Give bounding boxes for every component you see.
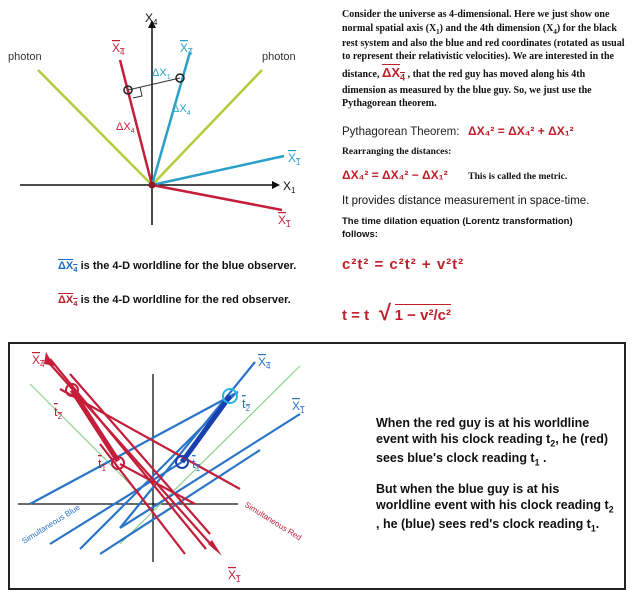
metric-equation: ΔX₄² = ΔX₄² − ΔX₁² — [342, 168, 448, 183]
red-x1-label: $X_1$ — [278, 213, 291, 229]
explanation-panel — [342, 8, 627, 327]
red-x1-axis — [152, 185, 282, 210]
simultaneity-explanation — [376, 415, 616, 547]
blue-observer-paragraph: But when the blue guy is at his worldline event with his clock reading $t_2$ , he (blue) sees red's clock reading $t_1$. — [376, 482, 614, 534]
blue-x1-axis — [152, 156, 284, 185]
simultaneous-red-label: Simultaneous Red — [242, 500, 304, 543]
lorentz-eq2-radicand: 1 − v²/c² — [395, 304, 451, 324]
photon-line-left — [38, 70, 152, 185]
photon-label-right: photon — [262, 51, 296, 63]
radical-sign: √ — [378, 299, 391, 325]
bottom-x4-blue-label: $X_4$ — [258, 355, 271, 371]
red-interval-segment — [72, 390, 118, 461]
simultaneity-diagram — [10, 344, 370, 588]
blue-x1-axis-bottom — [120, 414, 300, 528]
metric-row — [342, 167, 627, 184]
caption-blue-text: is the 4-D worldline for the blue observer. — [77, 260, 297, 272]
origin-marker — [149, 182, 156, 189]
rearranging-label: Rearranging the distances: — [342, 147, 452, 158]
lorentz-equation-1: c²t² = c²t² + v²t² — [342, 256, 465, 274]
caption-red — [58, 294, 291, 308]
photon-label-left: photon — [8, 51, 42, 63]
blue-t2-label: $t_2$ — [242, 396, 251, 413]
red-observer-paragraph: When the red guy is at his worldline event with his clock reading $t_2$, he (red) sees blue's clock reading $t_1$ . — [376, 416, 609, 468]
bottom-x1-red-label: $X_1$ — [228, 568, 241, 584]
bottom-x1-blue-label: $X_1$ — [292, 399, 305, 415]
delta-x1-label: $\Delta X_1$ — [152, 67, 171, 81]
red-x4-label: $X_4$ — [112, 41, 125, 57]
x1-arrowhead — [272, 181, 280, 189]
pythagorean-equation: ΔX₄² = ΔX₄² + ΔX₁² — [468, 123, 574, 138]
blue-t1-label: $t_1$ — [192, 456, 201, 473]
caption-blue — [58, 260, 296, 274]
metric-note: This is called the metric. — [468, 172, 568, 183]
red-x4-arrowhead — [44, 352, 54, 366]
axis-x4-label: $X_4$ — [145, 11, 158, 27]
lorentz-equation-2 — [342, 298, 627, 328]
pythagorean-row — [342, 123, 627, 141]
delta-x4-blue-label: $\Delta X_4$ — [172, 103, 191, 117]
blue-interval-segment — [182, 396, 230, 462]
caption-blue-symbol: $\Delta X_4$ — [58, 260, 78, 275]
caption-red-text: is the 4-D worldline for the red observer. — [77, 294, 291, 306]
blue-x1-label: $X_1$ — [288, 151, 301, 167]
lorentz-eq2-lhs: t = t — [342, 306, 370, 324]
spacetime-diagram-top — [0, 0, 330, 330]
red-x1-arrowhead — [208, 540, 222, 556]
bottom-x4-red-label: $X_4$ — [32, 353, 45, 369]
dilation-text: The time dilation equation (Lorentz transformation) follows: — [342, 215, 573, 240]
red-t2-label: $t_2$ — [54, 404, 63, 421]
delta-x1-segment — [128, 78, 180, 90]
red-x4-axis-bottom — [50, 359, 206, 549]
red-t1-label: $t_1$ — [98, 456, 107, 473]
provides-text: It provides distance measurement in space-time. — [342, 195, 590, 208]
intro-paragraph: Consider the universe as 4-dimensional. Here we just show one normal spatial axis $(X_1)$ and the 4th dimension $(X_4)$ for the black rest system and also the blue and red coordinates (rotated as usual to represent their relativistic velocities). We are interested in the distance, $\Delta X_4$ , that the red guy has moved along his 4th dimension as measured by the blue guy. So, we just use the Pythagorean theorem. — [342, 9, 625, 110]
delta-x4-red-label: $\Delta X_4$ — [116, 121, 135, 135]
caption-red-symbol: $\Delta X_4$ — [58, 294, 78, 309]
simultaneous-blue-label: Simultaneous Blue — [20, 502, 82, 546]
pythagorean-label: Pythagorean Theorem: — [342, 125, 460, 138]
blue-x4-label: $X_4$ — [180, 41, 193, 57]
axis-x1-label: $X_1$ — [283, 179, 296, 195]
